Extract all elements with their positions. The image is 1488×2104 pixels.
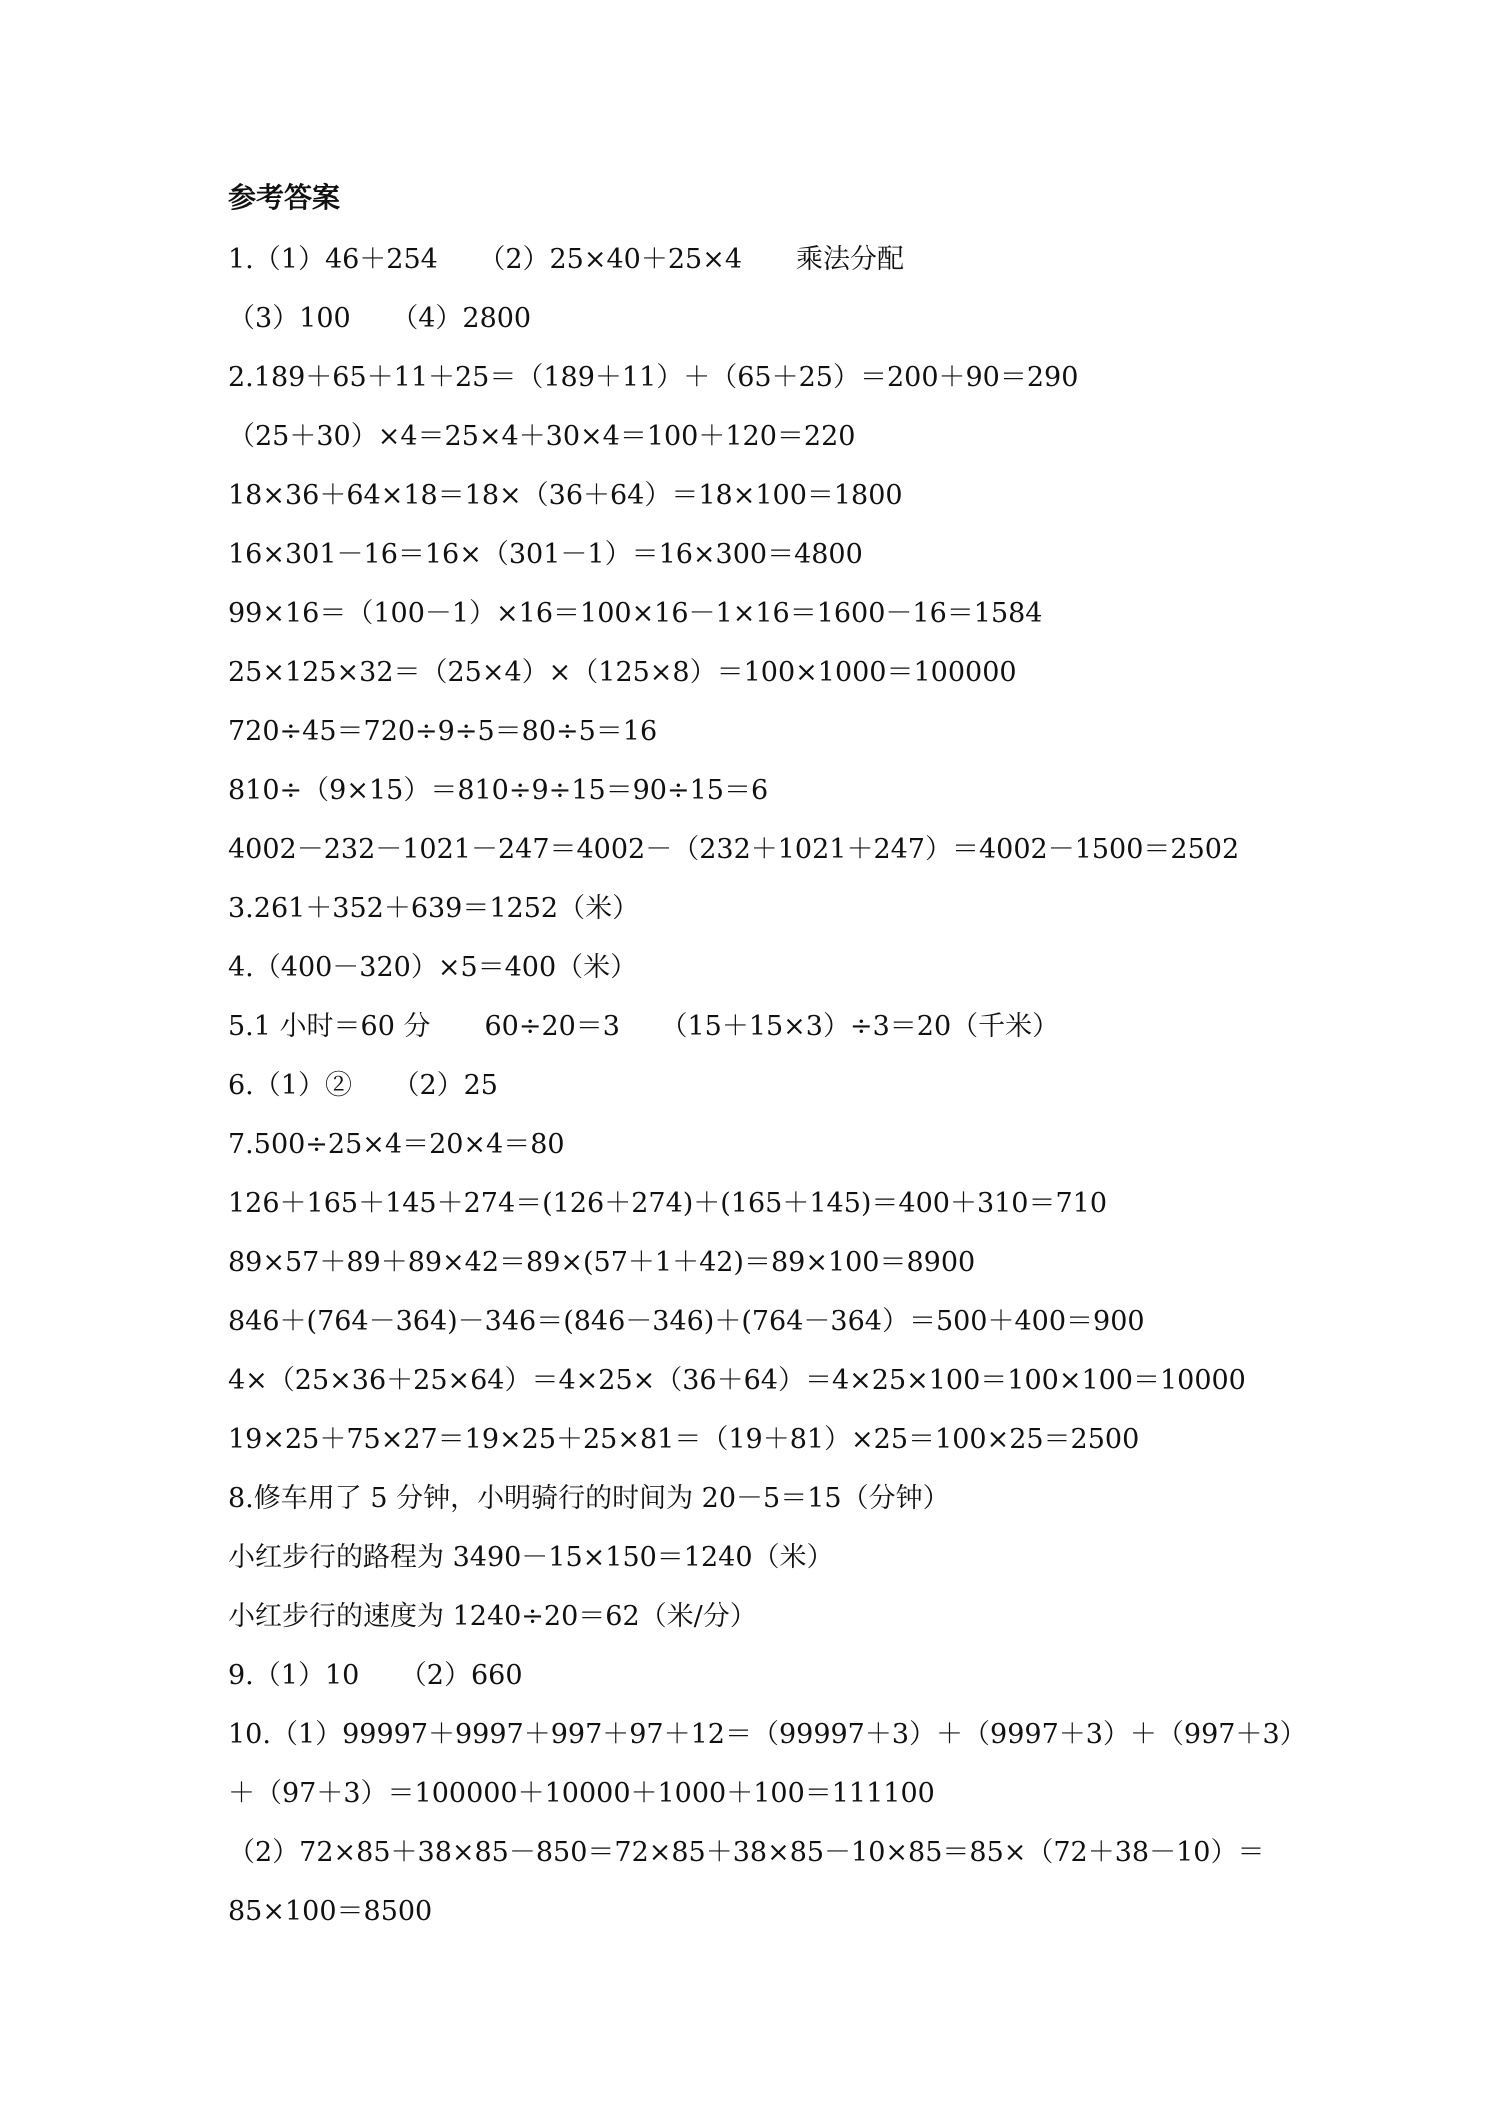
answer-line: （3）100 （4）2800 [228,303,532,334]
answer-line: 4002－232－1021－247＝4002－（232＋1021＋247）＝4002－1500＝2502 [228,834,1240,865]
answer-line: ＋（97＋3）＝100000＋10000＋1000＋100＝111100 [228,1778,935,1809]
answer-line: 6.（1）② （2）25 [228,1070,498,1101]
answer-line: 720÷45＝720÷9÷5＝80÷5＝16 [228,716,658,747]
answer-line: 4×（25×36＋25×64）＝4×25×（36＋64）＝4×25×100＝100×100＝10000 [228,1365,1246,1396]
answer-line: （25＋30）×4＝25×4＋30×4＝100＋120＝220 [228,421,856,452]
answer-line: 2.189＋65＋11＋25＝（189＋11）＋（65＋25）＝200＋90＝290 [228,362,1079,393]
answer-line: 16×301－16＝16×（301－1）＝16×300＝4800 [228,539,863,570]
answer-line: 3.261＋352＋639＝1252（米） [228,893,640,924]
answer-line: 9.（1）10 （2）660 [228,1660,523,1691]
answer-line: 8.修车用了 5 分钟，小明骑行的时间为 20－5＝15（分钟） [228,1483,950,1514]
answer-line: 4.（400－320）×5＝400（米） [228,952,638,983]
answer-line: 19×25＋75×27＝19×25＋25×81＝（19＋81）×25＝100×25＝2500 [228,1424,1140,1455]
answer-line: 810÷（9×15）＝810÷9÷15＝90÷15＝6 [228,775,769,806]
answer-line: 小红步行的速度为 1240÷20＝62（米/分） [228,1601,757,1632]
answer-line: 99×16＝（100－1）×16＝100×16－1×16＝1600－16＝1584 [228,598,1043,629]
answer-line: 10.（1）99997＋9997＋997＋97＋12＝（99997＋3）＋（9997＋3）＋（997＋3） [228,1719,1307,1750]
answer-line: 126＋165＋145＋274＝(126＋274)＋(165＋145)＝400＋310＝710 [228,1188,1108,1219]
answer-line: 846＋(764－364)－346＝(846－346)＋(764－364）＝500＋400＝900 [228,1306,1145,1337]
answer-line: 25×125×32＝（25×4）×（125×8）＝100×1000＝100000 [228,657,1017,688]
answer-line: 1.（1）46＋254 （2）25×40＋25×4 乘法分配 [228,244,905,275]
answer-line: （2）72×85＋38×85－850＝72×85＋38×85－10×85＝85×（72＋38－10）＝ [228,1837,1265,1868]
answer-line: 小红步行的路程为 3490－15×150＝1240（米） [228,1542,834,1573]
page-title: 参考答案 [228,181,341,214]
answer-lines [228,240,1468,1951]
answer-line: 89×57＋89＋89×42＝89×(57＋1＋42)＝89×100＝8900 [228,1247,976,1278]
answer-line: 7.500÷25×4＝20×4＝80 [228,1129,565,1160]
answer-line: 18×36＋64×18＝18×（36＋64）＝18×100＝1800 [228,480,903,511]
answer-line: 85×100＝8500 [228,1896,433,1927]
answer-line: 5.1 小时＝60 分 60÷20＝3 （15＋15×3）÷3＝20（千米） [228,1011,1060,1042]
